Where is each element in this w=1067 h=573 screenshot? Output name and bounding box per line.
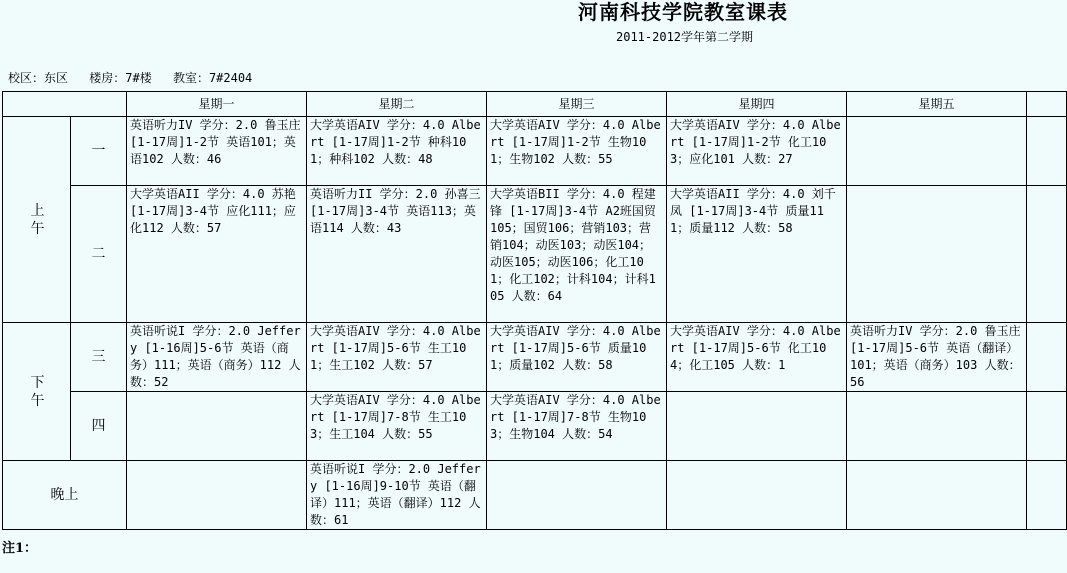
period-row-3 (3, 323, 1067, 392)
course-cell[interactable]: 英语听说I 学分：2.0 Jeffery [1-16周]5-6节 英语（商务）111；英语（商务）112 人数：52 (127, 323, 307, 392)
course-cell[interactable]: 大学英语AIV 学分：4.0 Albert [1-17周]5-6节 化工104；化工105 人数：1 (667, 323, 847, 392)
course-cell[interactable]: 大学英语AIV 学分：4.0 Albert [1-17周]1-2节 种科101；种科102 人数：48 (307, 117, 487, 186)
course-cell[interactable] (667, 461, 847, 530)
course-cell[interactable] (127, 392, 307, 461)
period-label-1: 一 (71, 117, 127, 186)
period-row-2 (3, 186, 1067, 323)
course-cell[interactable]: 大学英语AIV 学分：4.0 Albert [1-17周]1-2节 化工103；应化101 人数：27 (667, 117, 847, 186)
period-row-1 (3, 117, 1067, 186)
course-cell[interactable]: 英语听力IV 学分：2.0 鲁玉庄 [1-17周]5-6节 英语（翻译）101；英语（商务）103 人数：56 (847, 323, 1027, 392)
course-cell[interactable] (847, 392, 1027, 461)
room-label: 教室：7#2404 (172, 71, 253, 85)
course-cell[interactable]: 大学英语AII 学分：4.0 苏艳 [1-17周]3-4节 应化111；应化112 人数：57 (127, 186, 307, 323)
extra-cell (1027, 461, 1067, 530)
course-cell[interactable] (667, 392, 847, 461)
footnote: 注1： (2, 541, 38, 556)
course-cell[interactable]: 英语听力II 学分：2.0 孙喜三 [1-17周]3-4节 英语113；英语114 人数：43 (307, 186, 487, 323)
evening-label: 晚上 (3, 461, 127, 530)
course-cell[interactable]: 大学英语AIV 学分：4.0 Albert [1-17周]7-8节 生工103；生工104 人数：55 (307, 392, 487, 461)
corner-cell (3, 92, 127, 117)
course-cell[interactable] (487, 461, 667, 530)
course-cell[interactable]: 大学英语AIV 学分：4.0 Albert [1-17周]5-6节 质量101；质量102 人数：58 (487, 323, 667, 392)
day-header-mon: 星期一 (127, 92, 307, 117)
period-label-3: 三 (71, 323, 127, 392)
course-cell[interactable]: 英语听力IV 学分：2.0 鲁玉庄 [1-17周]1-2节 英语101；英语102 人数：46 (127, 117, 307, 186)
building-label: 楼房：7#楼 (89, 71, 152, 85)
day-header-tue: 星期二 (307, 92, 487, 117)
term-label: 2011-2012学年第二学期 (616, 30, 754, 44)
course-cell[interactable] (847, 117, 1027, 186)
extra-cell (1027, 392, 1067, 461)
day-header-thu: 星期四 (667, 92, 847, 117)
period-row-4 (3, 392, 1067, 461)
campus-label: 校区：东区 (8, 71, 69, 85)
evening-row (3, 461, 1067, 530)
course-cell[interactable]: 大学英语AIV 学分：4.0 Albert [1-17周]5-6节 生工101；生工102 人数：57 (307, 323, 487, 392)
extra-cell (1027, 323, 1067, 392)
morning-label: 上午 (3, 117, 71, 323)
extra-cell (1027, 117, 1067, 186)
course-cell[interactable] (847, 461, 1027, 530)
course-cell[interactable] (127, 461, 307, 530)
day-header-wed: 星期三 (487, 92, 667, 117)
room-info (8, 69, 266, 86)
period-label-4: 四 (71, 392, 127, 461)
course-cell[interactable] (847, 186, 1027, 323)
course-cell[interactable]: 大学英语AII 学分：4.0 刘千凤 [1-17周]3-4节 质量111；质量112 人数：58 (667, 186, 847, 323)
afternoon-label: 下午 (3, 323, 71, 461)
header-row (3, 92, 1067, 117)
course-cell[interactable]: 大学英语BII 学分：4.0 程建锋 [1-17周]3-4节 A2班国贸105；国贸106；营销103；营销104；动医103；动医104；动医105；动医106；化工101；化工102；计科104；计科105 人数：64 (487, 186, 667, 323)
extra-cell (1027, 186, 1067, 323)
course-cell[interactable]: 英语听说I 学分：2.0 Jeffery [1-16周]9-10节 英语（翻译）111；英语（翻译）112 人数：61 (307, 461, 487, 530)
timetable (2, 91, 1067, 530)
page-title: 河南科技学院教室课表 (578, 0, 788, 24)
course-cell[interactable]: 大学英语AIV 学分：4.0 Albert [1-17周]7-8节 生物103；生物104 人数：54 (487, 392, 667, 461)
day-header-fri: 星期五 (847, 92, 1027, 117)
course-cell[interactable]: 大学英语AIV 学分：4.0 Albert [1-17周]1-2节 生物101；生物102 人数：55 (487, 117, 667, 186)
period-label-2: 二 (71, 186, 127, 323)
extra-header (1027, 92, 1067, 117)
